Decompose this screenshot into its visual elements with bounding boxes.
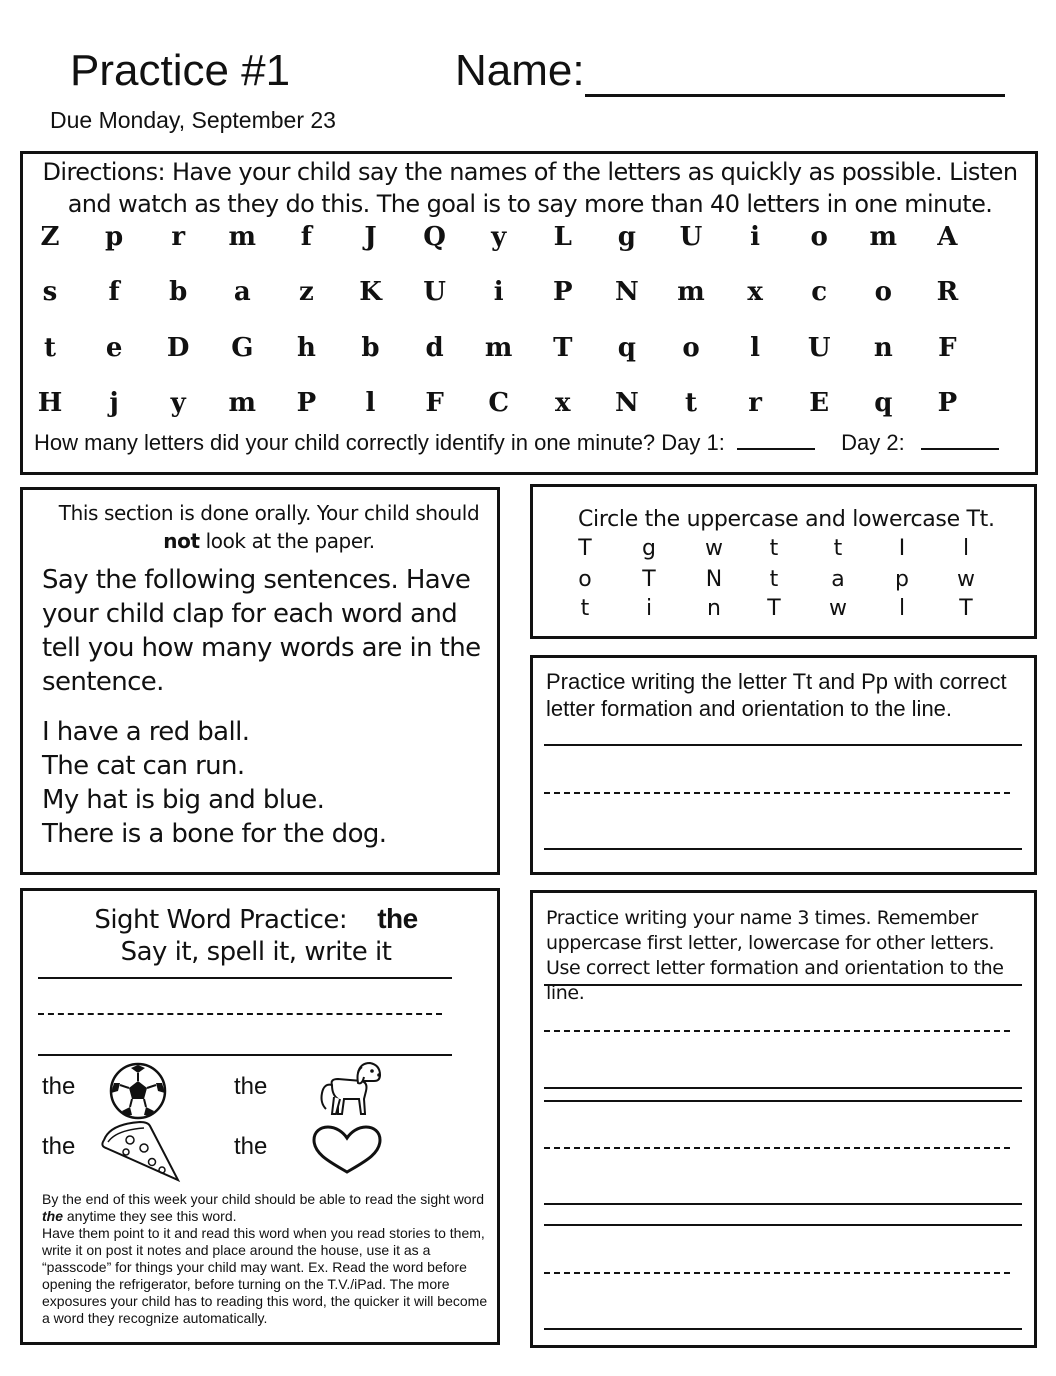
letter-row	[25, 277, 1025, 317]
letter-cell: m	[228, 388, 257, 418]
letter-cell: l	[365, 388, 376, 418]
letter-cell: P	[937, 388, 958, 418]
letter-cell: i	[750, 222, 761, 252]
writing-base-line[interactable]	[544, 848, 1022, 850]
name-line-mid-2[interactable]	[544, 1147, 1010, 1149]
letter-cell: l	[750, 333, 761, 363]
sw-top-line[interactable]	[38, 977, 452, 979]
name-blank[interactable]	[585, 94, 1005, 97]
letter-cell: n	[873, 333, 893, 363]
letter-cell: f	[300, 222, 312, 252]
letter-cell: y	[491, 222, 507, 252]
letter-cell: o	[682, 333, 700, 363]
tt-cell[interactable]: w	[829, 596, 847, 621]
name-line-top-3[interactable]	[544, 1224, 1022, 1226]
letter-cell: L	[553, 222, 572, 252]
tt-cell[interactable]: i	[645, 596, 653, 621]
letter-cell: o	[874, 277, 892, 307]
dog-icon	[318, 1059, 384, 1119]
tt-cell[interactable]: t	[769, 567, 779, 592]
name-line-base-1[interactable]	[544, 1087, 1022, 1089]
letter-cell: b	[361, 333, 380, 363]
letter-row	[25, 388, 1025, 428]
sentence-1: I have a red ball.	[42, 717, 250, 747]
name-line-base-3[interactable]	[544, 1328, 1022, 1330]
tt-cell[interactable]: N	[705, 567, 723, 592]
sight-word-note-part1: By the end of this week your child should be able to read the sight word	[42, 1191, 485, 1207]
letter-cell: a	[233, 277, 251, 307]
letter-cell: P	[296, 388, 317, 418]
tt-cell[interactable]: t	[833, 536, 843, 561]
letter-cell: j	[109, 388, 119, 418]
letter-cell: m	[869, 222, 898, 252]
letter-cell: P	[553, 277, 573, 307]
sight-word-item: the	[234, 1133, 268, 1160]
letter-cell: U	[807, 333, 831, 363]
letter-cell: m	[228, 222, 257, 252]
letter-cell: m	[484, 333, 513, 363]
letter-cell: Z	[40, 222, 60, 252]
letter-cell: q	[874, 388, 893, 418]
tt-cell[interactable]: o	[578, 567, 592, 592]
writing-mid-line[interactable]	[544, 792, 1010, 794]
due-date: Due Monday, September 23	[50, 107, 336, 133]
letter-cell: R	[936, 277, 959, 307]
count-question-text: How many letters did your child correctly identify in one minute? Day 1:	[34, 430, 725, 455]
letter-cell: t	[43, 333, 56, 363]
tt-cell[interactable]: l	[962, 536, 970, 561]
tt-cell[interactable]: g	[642, 536, 656, 561]
oral-instructions: Say the following sentences. Have your child clap for each word and tell you how many words are in the sentence.	[42, 565, 481, 697]
letter-cell: x	[747, 277, 763, 307]
letter-cell: t	[684, 388, 697, 418]
letter-cell: p	[105, 222, 124, 252]
letter-cell: d	[425, 333, 444, 363]
tt-cell[interactable]: I	[898, 536, 906, 561]
letter-cell: E	[809, 388, 830, 418]
letter-row	[25, 222, 1025, 262]
oral-note-not: not	[163, 529, 200, 553]
day2-blank[interactable]	[921, 430, 999, 450]
name-line-top-2[interactable]	[544, 1100, 1022, 1102]
letter-cell: D	[166, 333, 190, 363]
letter-row	[25, 333, 1025, 373]
sw-base-line[interactable]	[38, 1054, 452, 1056]
pizza-slice-icon	[96, 1118, 182, 1184]
sight-word-note-word: the	[42, 1208, 63, 1224]
oral-note	[36, 499, 502, 555]
name-line-base-2[interactable]	[544, 1203, 1022, 1205]
letter-cell: z	[299, 277, 314, 307]
tt-cell[interactable]: w	[957, 567, 975, 592]
sight-word-note	[42, 1191, 498, 1327]
name-instructions: Practice writing your name 3 times. Remember uppercase first letter, lowercase for other letters. Use correct letter formation and orientation to the line.	[546, 907, 1004, 1004]
sight-word: the	[377, 903, 418, 934]
sight-word-title-text: Sight Word Practice:	[94, 905, 348, 935]
sentence-3: My hat is big and blue.	[42, 785, 325, 815]
count-question	[34, 430, 999, 456]
letter-cell: T	[553, 333, 573, 363]
letter-cell: J	[364, 222, 377, 252]
sentence-2: The cat can run.	[42, 751, 245, 781]
letter-cell: C	[488, 388, 510, 418]
letter-cell: F	[425, 388, 444, 418]
sight-word-subtitle: Say it, spell it, write it	[120, 937, 392, 967]
letter-cell: b	[169, 277, 188, 307]
circle-title: Circle the uppercase and lowercase Tt.	[578, 507, 995, 532]
tt-cell[interactable]: p	[895, 567, 909, 592]
sight-word-title	[28, 903, 484, 935]
tt-cell[interactable]: t	[769, 536, 779, 561]
day1-blank[interactable]	[737, 430, 815, 450]
name-line-top-1[interactable]	[544, 984, 1022, 986]
writing-top-line[interactable]	[544, 744, 1022, 746]
tt-cell[interactable]: n	[707, 596, 721, 621]
letter-cell: i	[493, 277, 504, 307]
sight-word-item: the	[234, 1073, 268, 1100]
name-line-mid-1[interactable]	[544, 1030, 1010, 1032]
letter-cell: e	[105, 333, 123, 363]
tt-cell[interactable]: T	[642, 567, 656, 592]
letter-cell: m	[677, 277, 705, 307]
letter-directions: Directions: Have your child say the names of the letters as quickly as possible. Listen and watch as they do this. The goal is to say more than 40 letters in one minute.	[42, 158, 1018, 218]
letter-cell: K	[359, 277, 382, 307]
tt-cell[interactable]: w	[705, 536, 723, 561]
sight-word-item: the	[42, 1073, 76, 1100]
letter-cell: c	[811, 277, 828, 307]
sentence-4: There is a bone for the dog.	[42, 819, 387, 849]
letter-cell: A	[937, 222, 958, 252]
letter-cell: r	[748, 388, 762, 418]
sight-word-note-para2: Have them point to it and read this word when you read stories to them, write it on post it notes and place around the house, use it as a “passcode” for things your child may want. Ex. Read the word before opening the refrigerator, before turning on the T.V./iPad. The more exposures your child has to reading this word, the quicker it will become a word they recognize automatically.	[42, 1225, 488, 1326]
name-label: Name:	[455, 46, 585, 95]
letter-cell: U	[423, 277, 446, 307]
tt-cell[interactable]: T	[767, 596, 781, 621]
letter-cell: U	[679, 222, 703, 252]
tt-cell[interactable]: a	[831, 567, 845, 592]
letter-cell: N	[615, 388, 639, 418]
day2-label: Day 2:	[841, 430, 905, 455]
letter-cell: g	[617, 222, 636, 252]
letter-cell: F	[938, 333, 957, 363]
soccer-ball-icon	[108, 1061, 168, 1121]
writing-title: Practice writing the letter Tt and Pp with correct letter formation and orientation to the line.	[546, 669, 1007, 721]
letter-cell: Q	[423, 222, 446, 252]
tt-cell[interactable]: T	[959, 596, 973, 621]
tt-cell[interactable]: l	[898, 596, 906, 621]
page-title: Practice #1	[70, 46, 291, 95]
letter-cell: G	[231, 333, 254, 363]
sight-word-item: the	[42, 1133, 76, 1160]
letter-cell: H	[37, 388, 63, 418]
sw-mid-line[interactable]	[38, 1013, 442, 1015]
letter-cell: h	[296, 333, 316, 363]
letter-cell: o	[810, 222, 828, 252]
letter-cell: s	[42, 277, 58, 307]
letter-cell: r	[171, 222, 186, 252]
tt-cell[interactable]: t	[580, 596, 590, 621]
oral-note-line1: This section is done orally. Your child should	[58, 501, 480, 525]
letter-cell: N	[615, 277, 639, 307]
oral-note-line2: look at the paper.	[205, 529, 375, 553]
sight-word-note-part2: anytime they see this word.	[66, 1208, 237, 1224]
letter-cell: f	[108, 277, 120, 307]
name-line-mid-3[interactable]	[544, 1272, 1010, 1274]
heart-icon	[310, 1124, 384, 1176]
letter-cell: q	[617, 333, 636, 363]
letter-cell: x	[555, 388, 571, 418]
tt-cell[interactable]: T	[578, 536, 592, 561]
letter-cell: y	[170, 388, 186, 418]
